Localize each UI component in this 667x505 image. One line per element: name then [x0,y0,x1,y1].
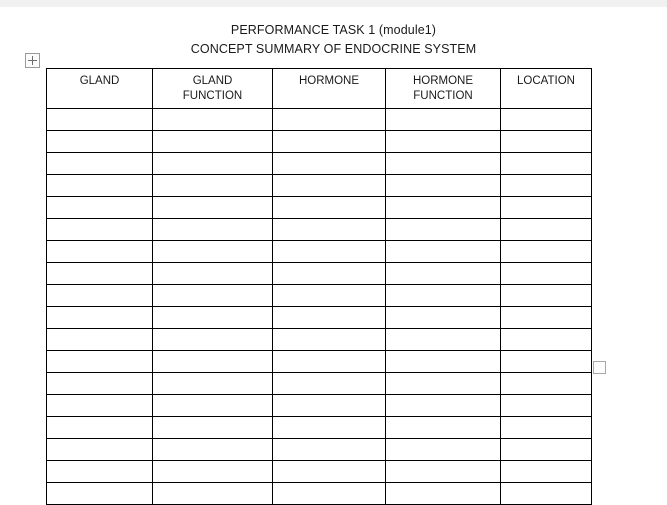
table-cell[interactable] [153,461,273,483]
column-header-hormone-function [386,69,501,109]
table-cell[interactable] [47,109,153,131]
table-cell[interactable] [47,219,153,241]
table-row [47,461,592,483]
column-header-text-2: FUNCTION [182,90,243,102]
table-cell[interactable] [153,373,273,395]
table-cell[interactable] [273,219,386,241]
table-row [47,285,592,307]
table-row [47,373,592,395]
table-cell[interactable] [153,439,273,461]
page-title [0,21,667,59]
table-cell[interactable] [501,329,592,351]
table-cell[interactable] [386,285,501,307]
table-cell[interactable] [501,285,592,307]
table-cell[interactable] [153,153,273,175]
table-cell[interactable] [153,131,273,153]
table-cell[interactable] [153,241,273,263]
table-cell[interactable] [47,131,153,153]
table-cell[interactable] [153,351,273,373]
column-header-text: GLAND [192,75,233,87]
table-cell[interactable] [386,461,501,483]
table-cell[interactable] [386,373,501,395]
table-cell[interactable] [501,109,592,131]
table-cell[interactable] [386,351,501,373]
table-cell[interactable] [273,175,386,197]
table-cell[interactable] [153,329,273,351]
table-cell[interactable] [273,329,386,351]
table-cell[interactable] [153,307,273,329]
table-row [47,219,592,241]
table-cell[interactable] [153,285,273,307]
table-cell[interactable] [273,131,386,153]
table-cell[interactable] [386,197,501,219]
table-cell[interactable] [47,395,153,417]
table-cell[interactable] [386,153,501,175]
table-cell[interactable] [501,219,592,241]
table-row [47,153,592,175]
table-cell[interactable] [501,131,592,153]
table-cell[interactable] [47,351,153,373]
table-cell[interactable] [47,307,153,329]
table-cell[interactable] [386,131,501,153]
table-cell[interactable] [501,483,592,505]
table-row [47,131,592,153]
table-cell[interactable] [386,175,501,197]
column-header-text: HORMONE [412,75,474,87]
table-cell[interactable] [386,109,501,131]
table-body [47,109,592,505]
table-cell[interactable] [153,263,273,285]
table-cell[interactable] [47,175,153,197]
table-cell[interactable] [386,307,501,329]
table-cell[interactable] [153,197,273,219]
column-header-text-2: FUNCTION [413,90,473,102]
table-cell[interactable] [273,439,386,461]
table-cell[interactable] [47,263,153,285]
table-row [47,241,592,263]
column-header-hormone [273,69,386,109]
table-cell[interactable] [386,395,501,417]
table-cell[interactable] [386,329,501,351]
table-cell[interactable] [47,373,153,395]
table-cell[interactable] [47,483,153,505]
table-cell[interactable] [501,373,592,395]
table-cell[interactable] [386,439,501,461]
table-cell[interactable] [153,483,273,505]
table-resize-handle-icon[interactable] [593,361,606,374]
table-cell[interactable] [501,307,592,329]
table-cell[interactable] [153,417,273,439]
endocrine-summary-table [46,68,592,505]
table-row [47,197,592,219]
table-cell[interactable] [386,263,501,285]
table-cell[interactable] [273,395,386,417]
table-cell[interactable] [273,373,386,395]
table-cell[interactable] [273,109,386,131]
table-cell[interactable] [501,241,592,263]
table-cell[interactable] [273,241,386,263]
table-cell[interactable] [501,197,592,219]
table-cell[interactable] [153,395,273,417]
table-cell[interactable] [47,153,153,175]
table-cell[interactable] [153,109,273,131]
column-header-gland-function [153,69,273,109]
table-cell[interactable] [386,417,501,439]
table-header-row [47,69,592,109]
table-cell[interactable] [47,241,153,263]
table-row [47,417,592,439]
column-header-text: LOCATION [517,75,575,87]
table-cell[interactable] [273,153,386,175]
page-title-line-1: PERFORMANCE TASK 1 (module1) [230,23,437,37]
table-cell[interactable] [273,197,386,219]
table-cell[interactable] [273,263,386,285]
table-cell[interactable] [386,241,501,263]
page-title-line-2: CONCEPT SUMMARY OF ENDOCRINE SYSTEM [190,42,477,56]
table-row [47,351,592,373]
table-cell[interactable] [273,351,386,373]
table-cell[interactable] [47,439,153,461]
table-move-handle-icon[interactable] [25,53,40,68]
table-cell[interactable] [47,417,153,439]
table-cell[interactable] [273,307,386,329]
table-row [47,439,592,461]
column-header-gland [47,69,153,109]
table-cell[interactable] [47,329,153,351]
column-header-text: GLAND [79,75,120,87]
column-header-text: HORMONE [298,75,360,87]
table-cell[interactable] [501,351,592,373]
table-cell[interactable] [501,263,592,285]
table-cell[interactable] [273,285,386,307]
table-cell[interactable] [501,153,592,175]
table-row [47,483,592,505]
table-cell[interactable] [501,439,592,461]
endocrine-table-container [46,68,591,505]
table-cell[interactable] [153,219,273,241]
table-cell[interactable] [386,483,501,505]
table-cell[interactable] [153,175,273,197]
table-cell[interactable] [501,175,592,197]
table-row [47,395,592,417]
table-cell[interactable] [501,395,592,417]
table-cell[interactable] [47,461,153,483]
table-cell[interactable] [273,483,386,505]
document-page [0,7,667,493]
table-cell[interactable] [273,461,386,483]
table-cell[interactable] [47,285,153,307]
table-cell[interactable] [386,219,501,241]
table-row [47,307,592,329]
table-row [47,175,592,197]
table-row [47,263,592,285]
table-cell[interactable] [501,461,592,483]
table-cell[interactable] [501,417,592,439]
table-cell[interactable] [47,197,153,219]
table-row [47,329,592,351]
table-cell[interactable] [273,417,386,439]
table-row [47,109,592,131]
column-header-location [501,69,592,109]
